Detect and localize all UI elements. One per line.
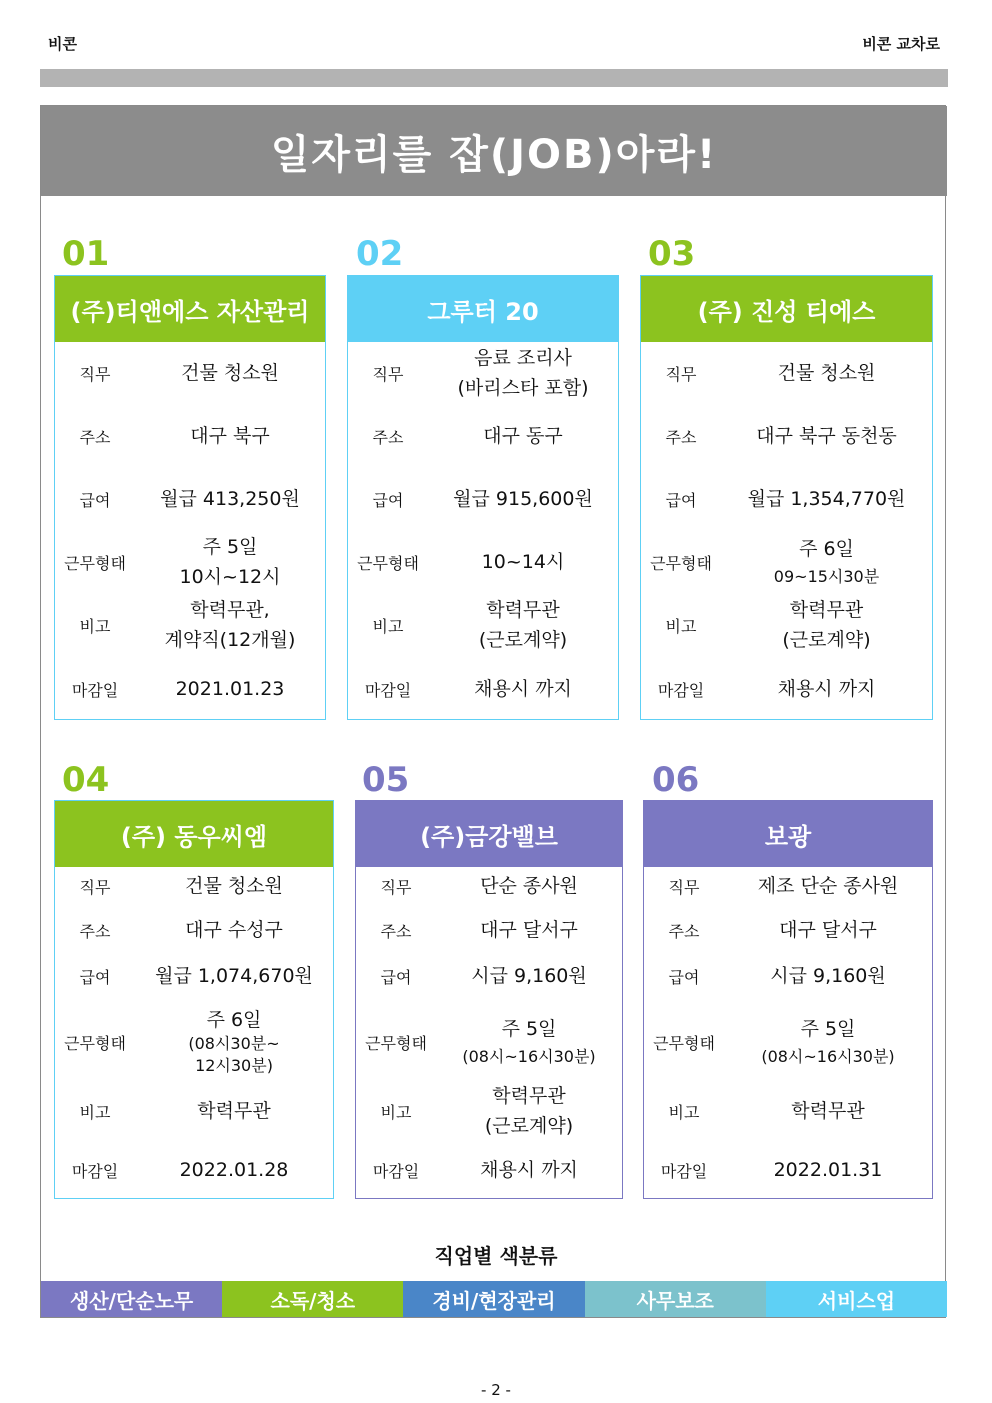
job-field-row bbox=[348, 595, 618, 655]
field-value bbox=[436, 961, 622, 991]
job-field-row bbox=[348, 469, 618, 529]
job-field-row bbox=[55, 1140, 333, 1200]
job-field-row bbox=[55, 1081, 333, 1141]
field-label: 주소 bbox=[79, 427, 111, 447]
field-label: 주소 bbox=[665, 427, 697, 447]
field-value-line: 주 6일 bbox=[799, 538, 854, 560]
field-value-line: 대구 북구 bbox=[190, 424, 270, 447]
field-label: 비고 bbox=[79, 1102, 111, 1122]
field-value bbox=[724, 961, 932, 991]
job-field-row bbox=[348, 659, 618, 719]
field-value bbox=[436, 1081, 622, 1142]
field-label: 급여 bbox=[79, 967, 111, 987]
field-value-line: 학력무관, bbox=[190, 598, 270, 621]
field-value bbox=[724, 1014, 932, 1070]
field-value-line: 2022.01.31 bbox=[773, 1158, 883, 1181]
job-card bbox=[54, 800, 334, 1199]
field-label: 주소 bbox=[79, 921, 111, 941]
card-number-05: 05 bbox=[362, 760, 410, 800]
field-value-line: 주 5일 bbox=[501, 1018, 557, 1040]
field-label: 근무형태 bbox=[365, 1033, 427, 1053]
job-field-row bbox=[356, 1012, 622, 1072]
job-field-row bbox=[348, 406, 618, 466]
field-value bbox=[724, 1155, 932, 1185]
field-value bbox=[135, 421, 325, 451]
job-field-row bbox=[55, 595, 325, 655]
field-label: 마감일 bbox=[71, 680, 119, 700]
legend-item-security: 경비/현장관리 bbox=[403, 1281, 584, 1317]
field-value-line: 제조 단순 종사원 bbox=[757, 874, 899, 897]
field-value bbox=[428, 421, 618, 451]
job-field-row bbox=[348, 532, 618, 592]
field-value-line: 월급 1,354,770원 bbox=[747, 487, 906, 510]
field-label: 근무형태 bbox=[650, 553, 712, 573]
job-field-row bbox=[641, 469, 932, 529]
field-value-line: 계약직(12개월) bbox=[164, 629, 296, 651]
field-value-line: 10~14시 bbox=[481, 550, 565, 573]
job-field-row bbox=[348, 343, 618, 403]
field-value-line: 대구 달서구 bbox=[779, 918, 877, 941]
field-value-line: (근로계약) bbox=[782, 629, 871, 651]
page-number: - 2 - bbox=[481, 1381, 511, 1399]
field-value-line: 2021.01.23 bbox=[175, 677, 285, 700]
job-field-row bbox=[641, 532, 932, 592]
job-field-row bbox=[55, 659, 325, 719]
field-value-line: 시급 9,160원 bbox=[471, 964, 587, 987]
field-value-line: 대구 달서구 bbox=[480, 918, 578, 941]
job-card bbox=[640, 275, 933, 720]
field-label: 비고 bbox=[668, 1102, 700, 1122]
field-value bbox=[436, 1155, 622, 1185]
field-value bbox=[436, 871, 622, 901]
field-value bbox=[428, 547, 618, 577]
field-value-line: 월급 413,250원 bbox=[160, 487, 300, 510]
page-title: 일자리를 잡(JOB)아라! bbox=[270, 131, 718, 178]
field-value bbox=[135, 358, 325, 388]
field-label: 급여 bbox=[79, 490, 111, 510]
job-field-row bbox=[644, 1081, 932, 1141]
field-value bbox=[135, 915, 333, 945]
field-label: 마감일 bbox=[71, 1161, 119, 1181]
legend-item-service: 서비스업 bbox=[766, 1281, 947, 1317]
field-value-line: 시급 9,160원 bbox=[770, 964, 886, 987]
job-field-row bbox=[644, 1140, 932, 1200]
job-field-row bbox=[644, 1012, 932, 1072]
job-field-row bbox=[641, 595, 932, 655]
field-value-line: 학력무관 bbox=[791, 1099, 865, 1122]
field-label: 급여 bbox=[668, 967, 700, 987]
field-value bbox=[436, 1014, 622, 1070]
field-value-line: (08시~16시30분) bbox=[761, 1047, 895, 1067]
field-value-line: 학력무관 bbox=[486, 598, 560, 621]
field-value-line: 대구 수성구 bbox=[185, 918, 283, 941]
company-name: 그루터 20 bbox=[348, 276, 618, 342]
field-value-line: 채용시 까지 bbox=[777, 677, 876, 700]
company-name: (주)금강밸브 bbox=[356, 801, 622, 867]
field-value bbox=[135, 1008, 333, 1077]
field-label: 직무 bbox=[668, 877, 700, 897]
legend-item-office: 사무보조 bbox=[585, 1281, 766, 1317]
field-label: 근무형태 bbox=[653, 1033, 715, 1053]
company-name: (주) 동우씨엠 bbox=[55, 801, 333, 867]
color-legend bbox=[41, 1281, 947, 1317]
legend-item-production: 생산/단순노무 bbox=[41, 1281, 222, 1317]
field-value bbox=[135, 1096, 333, 1126]
field-label: 비고 bbox=[665, 616, 697, 636]
field-value-line: 대구 북구 동천동 bbox=[756, 424, 897, 447]
field-value-line: 학력무관 bbox=[789, 598, 864, 621]
field-value bbox=[721, 484, 932, 514]
field-value-line: (근로계약) bbox=[484, 1115, 574, 1137]
company-name: 보광 bbox=[644, 801, 932, 867]
field-value bbox=[724, 1096, 932, 1126]
job-field-row bbox=[641, 659, 932, 719]
field-value-line: 주 5일 bbox=[800, 1018, 856, 1040]
field-label: 직무 bbox=[665, 364, 697, 384]
card-number-06: 06 bbox=[652, 760, 700, 800]
job-field-row bbox=[356, 946, 622, 1006]
header-divider-bar bbox=[40, 69, 948, 87]
field-value-line: 주 6일 bbox=[206, 1008, 262, 1031]
job-card bbox=[643, 800, 933, 1199]
field-value-line: 학력무관 bbox=[197, 1099, 271, 1122]
field-label: 마감일 bbox=[364, 680, 412, 700]
field-value-line: (바리스타 포함) bbox=[457, 377, 589, 399]
field-label: 주소 bbox=[372, 427, 404, 447]
field-value-line: 대구 동구 bbox=[483, 424, 563, 447]
field-value-line: 음료 조리사 bbox=[474, 346, 572, 369]
header-right: 비콘 교차로 bbox=[862, 35, 940, 53]
field-value-line: 10시~12시 bbox=[179, 566, 281, 588]
job-field-row bbox=[55, 532, 325, 592]
field-value bbox=[135, 1155, 333, 1185]
job-card bbox=[54, 275, 326, 720]
field-value-line: 채용시 까지 bbox=[474, 677, 572, 700]
job-field-row bbox=[641, 343, 932, 403]
field-value-line: 단순 종사원 bbox=[480, 874, 578, 897]
legend-item-cleaning: 소독/청소 bbox=[222, 1281, 403, 1317]
header-left: 비콘 bbox=[48, 35, 77, 53]
field-label: 근무형태 bbox=[64, 1033, 126, 1053]
field-value-line: 2022.01.28 bbox=[179, 1158, 289, 1181]
field-label: 직무 bbox=[372, 364, 404, 384]
field-value-line: 월급 915,600원 bbox=[453, 487, 593, 510]
field-value-line: (08시30분~ bbox=[188, 1034, 280, 1054]
field-label: 직무 bbox=[79, 877, 111, 897]
job-field-row bbox=[55, 1008, 333, 1075]
field-label: 비고 bbox=[79, 616, 111, 636]
field-label: 급여 bbox=[372, 490, 404, 510]
field-value bbox=[135, 961, 333, 991]
job-field-row bbox=[356, 1140, 622, 1200]
field-label: 마감일 bbox=[660, 1161, 708, 1181]
job-field-row bbox=[55, 946, 333, 1006]
field-label: 비고 bbox=[380, 1102, 412, 1122]
field-label: 직무 bbox=[79, 364, 111, 384]
field-label: 급여 bbox=[380, 967, 412, 987]
field-value bbox=[721, 421, 932, 451]
field-value bbox=[721, 358, 932, 388]
field-value bbox=[721, 674, 932, 704]
field-value bbox=[135, 484, 325, 514]
field-label: 주소 bbox=[668, 921, 700, 941]
field-value-line: 주 5일 bbox=[202, 535, 258, 558]
company-name: (주)티앤에스 자산관리 bbox=[55, 276, 325, 342]
field-value-line: (근로계약) bbox=[478, 629, 568, 651]
field-label: 급여 bbox=[665, 490, 697, 510]
company-name: (주) 진성 티에스 bbox=[641, 276, 932, 342]
field-value bbox=[721, 534, 932, 590]
job-card bbox=[347, 275, 619, 720]
field-value bbox=[721, 595, 932, 656]
field-label: 마감일 bbox=[372, 1161, 420, 1181]
field-label: 직무 bbox=[380, 877, 412, 897]
job-field-row bbox=[55, 343, 325, 403]
field-label: 주소 bbox=[380, 921, 412, 941]
field-value-line: (08시~16시30분) bbox=[462, 1047, 596, 1067]
job-card bbox=[355, 800, 623, 1199]
field-value-line: 건물 청소원 bbox=[777, 361, 876, 384]
job-field-row bbox=[641, 406, 932, 466]
field-label: 마감일 bbox=[657, 680, 705, 700]
card-number-04: 04 bbox=[62, 760, 110, 800]
job-field-row bbox=[55, 469, 325, 529]
field-value bbox=[135, 532, 325, 593]
field-value-line: 채용시 까지 bbox=[480, 1158, 578, 1181]
field-value bbox=[724, 915, 932, 945]
field-value-line: 09~15시30분 bbox=[773, 567, 880, 587]
field-value bbox=[135, 871, 333, 901]
job-field-row bbox=[356, 1081, 622, 1141]
card-number-02: 02 bbox=[356, 234, 404, 274]
field-value bbox=[135, 674, 325, 704]
field-value-line: 건물 청소원 bbox=[181, 361, 279, 384]
title-banner bbox=[41, 106, 947, 196]
field-value-line: 월급 1,074,670원 bbox=[155, 964, 313, 987]
field-value bbox=[135, 595, 325, 656]
card-number-01: 01 bbox=[62, 234, 110, 274]
field-value bbox=[428, 595, 618, 656]
field-value bbox=[428, 674, 618, 704]
field-value-line: 학력무관 bbox=[492, 1084, 566, 1107]
field-value bbox=[428, 343, 618, 404]
job-field-row bbox=[55, 406, 325, 466]
field-value-line: 12시30분) bbox=[195, 1055, 273, 1075]
field-label: 비고 bbox=[372, 616, 404, 636]
card-number-03: 03 bbox=[648, 234, 696, 274]
field-label: 근무형태 bbox=[64, 553, 126, 573]
field-value bbox=[428, 484, 618, 514]
field-value bbox=[724, 871, 932, 901]
field-label: 근무형태 bbox=[357, 553, 419, 573]
legend-title: 직업별 색분류 bbox=[434, 1244, 558, 1268]
field-value bbox=[436, 915, 622, 945]
job-field-row bbox=[644, 946, 932, 1006]
field-value-line: 건물 청소원 bbox=[185, 874, 283, 897]
